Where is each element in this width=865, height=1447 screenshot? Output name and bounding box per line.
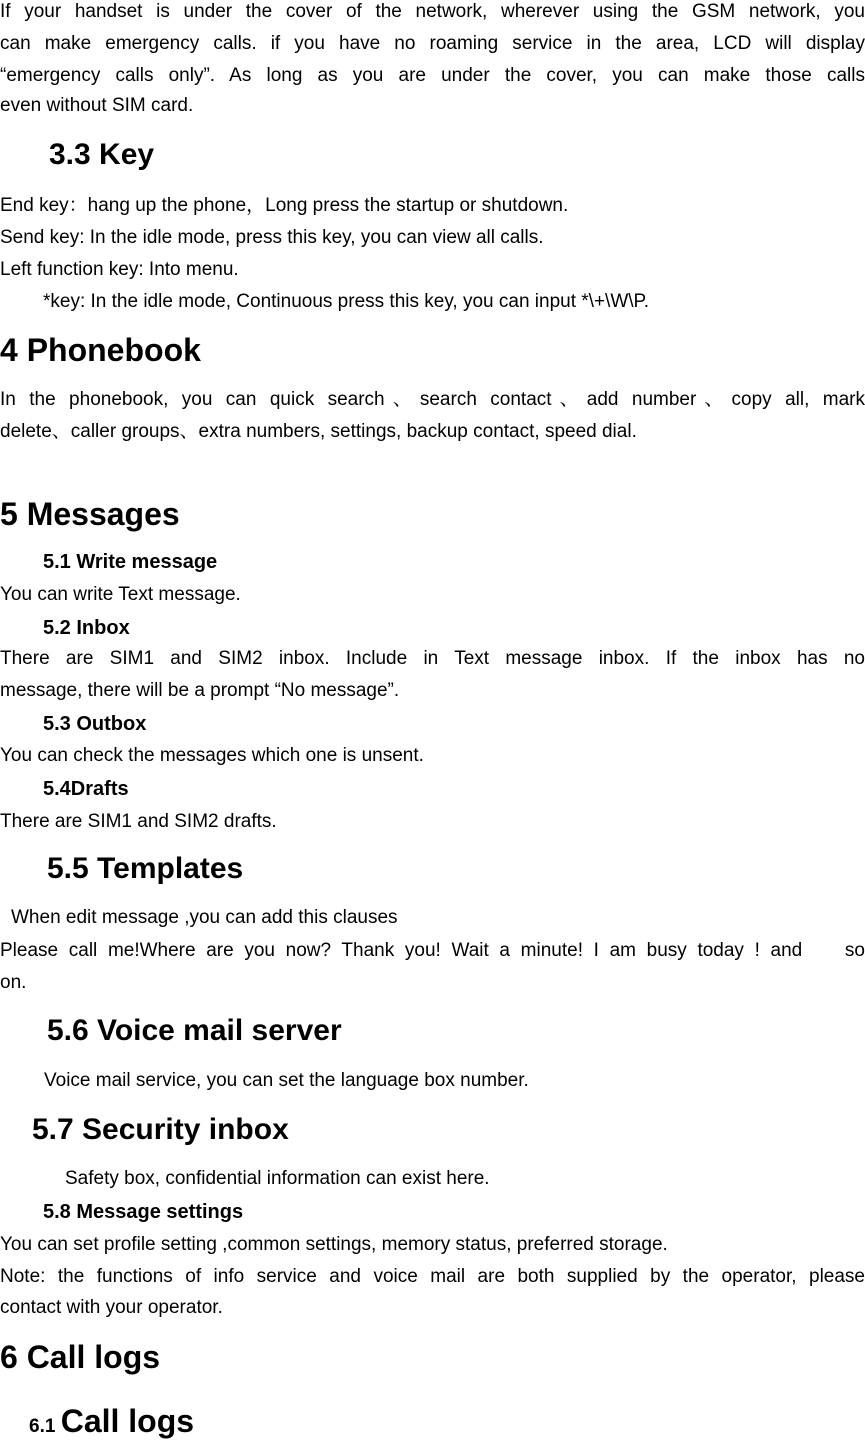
outbox-text: You can check the messages which one is unsent.: [0, 745, 424, 766]
inbox-line-1: There are SIM1 and SIM2 inbox. Include in Text message inbox. If the inbox has no: [0, 648, 865, 669]
section-5-5-heading: 5.5 Templates: [47, 852, 244, 885]
message-settings-text: You can set profile setting ,common settings, memory status, preferred storage.: [0, 1234, 668, 1255]
templates-line-1: When edit message ,you can add this clauses: [11, 907, 398, 928]
voice-mail-text: Voice mail service, you can set the language box number.: [44, 1070, 529, 1091]
intro-line-3: “emergency calls only”. As long as you are under the cover, you can make those calls: [0, 65, 865, 86]
inbox-line-2: message, there will be a prompt “No message”.: [0, 680, 400, 701]
write-message-text: You can write Text message.: [0, 584, 241, 605]
templates-line-3: on.: [0, 972, 27, 993]
section-5-2-heading: 5.2 Inbox: [43, 617, 130, 639]
phonebook-line-1: In the phonebook, you can quick search、search contact、add number、copy all, mark: [0, 389, 865, 410]
section-5-6-heading: 5.6 Voice mail server: [47, 1014, 342, 1047]
send-key-text: Send key: In the idle mode, press this key, you can view all calls.: [0, 227, 544, 248]
intro-line-4: even without SIM card.: [0, 95, 194, 116]
section-5-4-heading: 5.4Drafts: [43, 778, 129, 800]
section-5-8-heading: 5.8 Message settings: [43, 1201, 244, 1223]
section-6-1-heading: [29, 1402, 194, 1447]
section-5-7-heading: 5.7 Security inbox: [32, 1113, 289, 1146]
end-key-text: End key：hang up the phone，Long press the startup or shutdown.: [0, 195, 569, 216]
section-5-heading: 5 Messages: [0, 496, 180, 532]
intro-line-1: If your handset is under the cover of the network, wherever using the GSM network, you: [0, 1, 865, 22]
section-4-heading: 4 Phonebook: [0, 332, 201, 368]
section-6-heading: 6 Call logs: [0, 1339, 161, 1375]
section-5-3-heading: 5.3 Outbox: [43, 713, 147, 735]
drafts-text: There are SIM1 and SIM2 drafts.: [0, 811, 277, 832]
section-6-1-title: Call logs: [60, 1403, 195, 1439]
left-key-text: Left function key: Into menu.: [0, 259, 239, 280]
note-line-2: contact with your operator.: [0, 1297, 223, 1318]
section-6-1-number: 6.1: [29, 1416, 56, 1437]
phonebook-line-2: delete、caller groups、extra numbers, settings, backup contact, speed dial.: [0, 421, 637, 442]
section-5-1-heading: 5.1 Write message: [43, 551, 218, 573]
intro-line-2: can make emergency calls. if you have no roaming service in the area, LCD will display: [0, 33, 865, 54]
section-3-3-heading: 3.3 Key: [49, 138, 155, 171]
security-inbox-text: Safety box, confidential information can exist here.: [65, 1168, 490, 1189]
templates-line-2: Please call me!Where are you now? Thank you! Wait a minute! I am busy today ! and so: [0, 940, 865, 961]
star-key-text: *key: In the idle mode, Continuous press this key, you can input *\+\W\P.: [43, 291, 650, 312]
note-line-1: Note: the functions of info service and voice mail are both supplied by the operator, please: [0, 1266, 865, 1287]
